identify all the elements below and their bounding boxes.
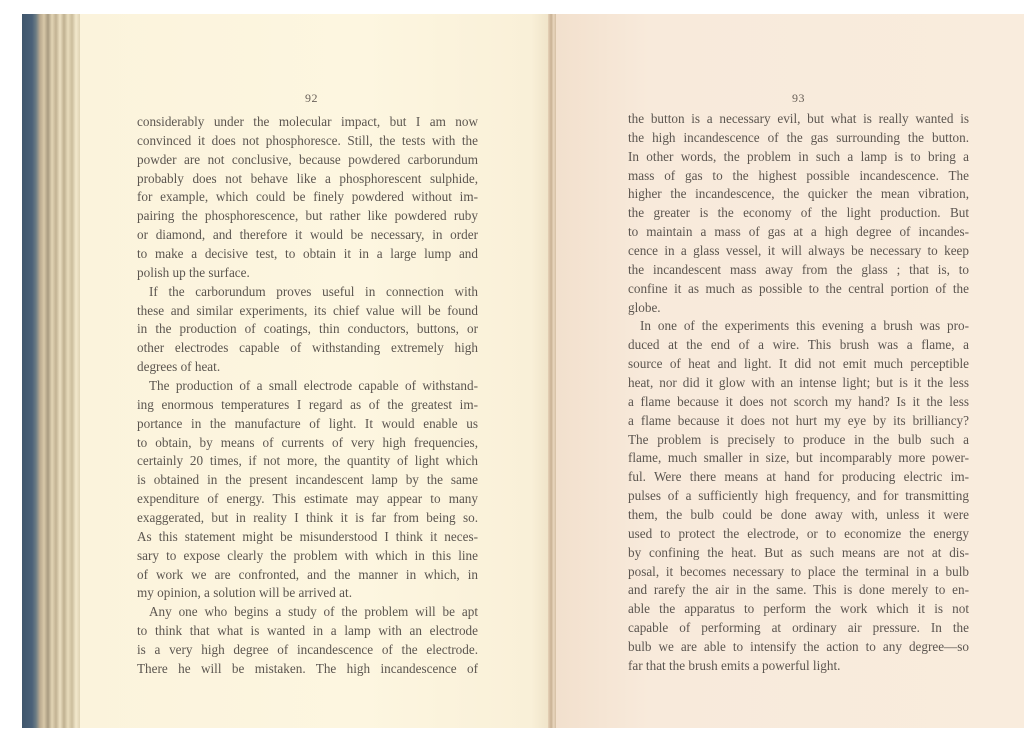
- text-line: ful. Were there means at hand for producing electric im-: [628, 469, 969, 485]
- paragraph: [137, 603, 478, 678]
- text-line: ing enormous temperatures I regard as of the greatest im-: [137, 396, 478, 412]
- text-line: exaggerated, but in reality I think it is far from being so.: [137, 510, 478, 526]
- text-line: expenditure of energy. This estimate may appear to many: [137, 491, 478, 507]
- text-line: posal, it becomes necessary to place the terminal in a bulb: [628, 563, 969, 579]
- text-line: in the production of coatings, thin conductors, buttons, or: [137, 321, 478, 337]
- text-line: to make a decisive test, to obtain it in a large lump and: [137, 246, 478, 262]
- left-page-text: [137, 113, 478, 679]
- text-line: pairing the phosphorescence, but rather like powdered ruby: [137, 208, 478, 224]
- text-line: a flame because it does not hurt my eye by its brilliancy?: [628, 412, 969, 428]
- paragraph: [137, 113, 478, 283]
- right-page: [556, 14, 1024, 728]
- text-line: for example, which could be finely powdered without im-: [137, 189, 478, 205]
- text-line: flame, much smaller in size, but incomparably more power-: [628, 450, 969, 466]
- text-line: In other words, the problem in such a lamp is to bring a: [628, 148, 969, 164]
- text-line: polish up the surface.: [137, 264, 250, 280]
- text-line: used to protect the electrode, or to economize the energy: [628, 525, 969, 541]
- text-line: by confining the heat. But as such means are not at dis-: [628, 544, 969, 560]
- text-line: far that the brush emits a powerful light.: [628, 657, 841, 673]
- text-line: the incandescent mass away from the glass ; that is, to: [628, 261, 969, 277]
- text-line: In one of the experiments this evening a brush was pro-: [640, 318, 969, 334]
- text-line: mass of gas to the highest possible incandescence. The: [628, 167, 969, 183]
- text-line: source of heat and light. It did not emit much perceptible: [628, 356, 969, 372]
- book-gutter: [548, 14, 556, 728]
- text-line: confine it as much as possible to the central portion of the: [628, 280, 969, 296]
- text-line: of work we are confronted, and the manner in which, in: [137, 566, 478, 582]
- text-line: duced at the end of a wire. This brush was a flame, a: [628, 337, 969, 353]
- text-line: is a very high degree of incandescence of the electrode.: [137, 642, 478, 658]
- text-line: pulses of a sufficiently high frequency, and for transmitting: [628, 488, 969, 504]
- text-line: my opinion, a solution will be arrived at.: [137, 585, 352, 601]
- paragraph: [137, 283, 478, 377]
- text-line: certainly 20 times, if not more, the quantity of light which: [137, 453, 478, 469]
- text-line: Any one who begins a study of the problem will be apt: [149, 604, 478, 620]
- text-line: them, the bulb could be done away with, unless it were: [628, 507, 969, 523]
- text-line: As this statement might be misunderstood I think it neces-: [137, 528, 478, 544]
- text-line: the high incandescence of the gas surrounding the button.: [628, 129, 969, 145]
- text-line: capable of performing at ordinary air pressure. In the: [628, 620, 969, 636]
- paragraph: [628, 110, 969, 317]
- text-line: higher the incandescence, the quicker the mean vibration,: [628, 186, 969, 202]
- paragraph: [137, 377, 478, 603]
- text-line: The production of a small electrode capable of withstand-: [149, 378, 478, 394]
- text-line: degrees of heat.: [137, 359, 221, 375]
- text-line: a flame because it does not scorch my hand? Is it the less: [628, 393, 969, 409]
- right-page-text: [628, 110, 969, 676]
- text-line: able the apparatus to perform the work which it is not: [628, 601, 969, 617]
- text-line: the greater is the economy of the light production. But: [628, 205, 969, 221]
- text-line: other electrodes capable of withstanding extremely high: [137, 340, 478, 356]
- book-page-edges: [22, 14, 80, 728]
- text-line: sary to expose clearly the problem with which in this line: [137, 547, 478, 563]
- text-line: powder are not conclusive, because powdered carborundum: [137, 151, 478, 167]
- page-number: 92: [305, 91, 318, 105]
- left-page: [80, 14, 550, 728]
- text-line: probably does not behave like a phosphorescent sulphide,: [137, 170, 478, 186]
- text-line: heat, nor did it glow with an intense light; but is it the less: [628, 375, 969, 391]
- text-line: There he will be mistaken. The high incandescence of: [137, 660, 478, 676]
- text-line: and rarefy the air in the same. This is done merely to en-: [628, 582, 969, 598]
- text-line: these and similar experiments, its chief value will be found: [137, 302, 478, 318]
- text-line: portance in the manufacture of light. It would enable us: [137, 415, 478, 431]
- text-line: to obtain, by means of currents of very high frequencies,: [137, 434, 478, 450]
- text-line: globe.: [628, 299, 661, 315]
- text-line: or diamond, and therefore it would be necessary, in order: [137, 227, 478, 243]
- text-line: convinced it does not phosphoresce. Still, the tests with the: [137, 132, 478, 148]
- page-number: 93: [792, 91, 805, 105]
- text-line: If the carborundum proves useful in connection with: [149, 283, 478, 299]
- text-line: cence in a glass vessel, it will always be necessary to keep: [628, 243, 969, 259]
- text-line: The problem is precisely to produce in the bulb such a: [628, 431, 969, 447]
- text-line: the button is a necessary evil, but what is really wanted is: [628, 111, 969, 126]
- text-line: is obtained in the present incandescent lamp by the same: [137, 472, 478, 488]
- text-line: considerably under the molecular impact, but I am now: [137, 114, 478, 129]
- text-line: to think that what is wanted in a lamp with an electrode: [137, 623, 478, 639]
- paragraph: [628, 317, 969, 675]
- text-line: bulb we are able to intensify the action to any degree—so: [628, 639, 969, 655]
- text-line: to maintain a mass of gas at a high degree of incandes-: [628, 224, 969, 240]
